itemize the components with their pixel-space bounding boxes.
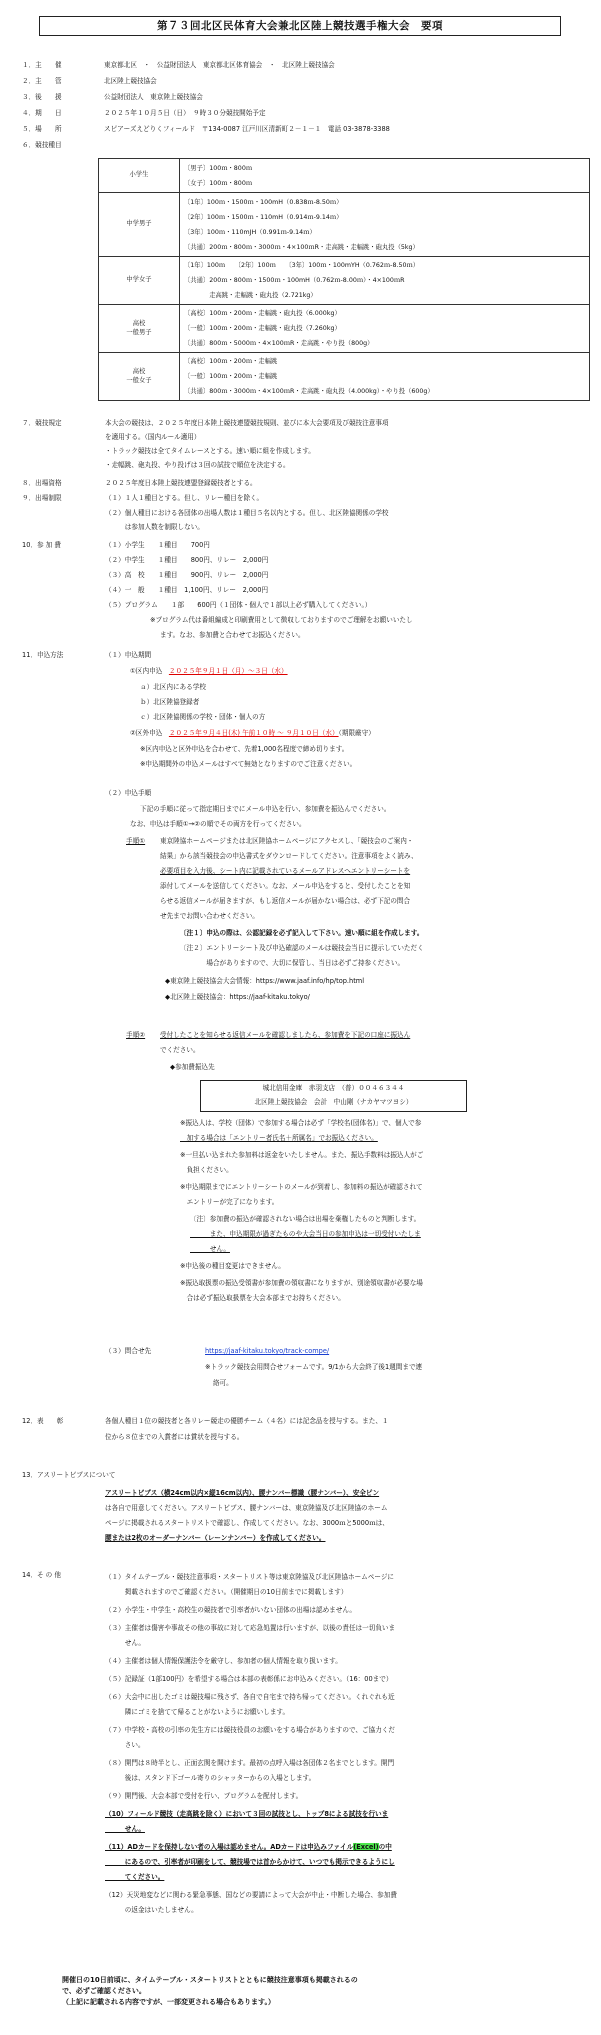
event-line: 〔共通〕200ｍ・800ｍ・3000ｍ・4×100ｍR・走高跳・走幅跳・砲丸投（5kg）: [184, 243, 419, 251]
step1-line: せ先までお問い合わせください。: [160, 912, 259, 920]
event-row-jh-girls: [99, 257, 590, 305]
fee-line: （１）小学生 １種目 700円: [105, 541, 210, 549]
award-label: 12．表 彰: [22, 1417, 64, 1425]
event-category: 小学生: [99, 159, 180, 193]
step1-note: 〔注１〕申込の際は、公認記録を必ず記入して下さい。速い順に組を作成します。: [180, 929, 424, 937]
bib-label: 13．アスリートビブスについて: [22, 1471, 116, 1479]
event-line: 〔共通〕800ｍ・5000ｍ・4×100ｍR・走高跳・やり投（800g）: [184, 340, 374, 347]
other-item: [105, 1654, 595, 1669]
bib-line: 腰または2枚のオーダーナンバー（レーンナンバー）を作成してください。: [105, 1534, 326, 1542]
limit-line: （２）個人種目における各団体の出場人数は１種目５名以内とする。但し、北区陸協関係の学校: [105, 509, 389, 517]
other-item-line: （２）小学生・中学生・高校生の競技者で引率者がいない団体の出場は認めません。: [105, 1606, 356, 1614]
contact-note: ※トラック競技会用問合せフォームです。9/1から大会終了後1週間まで連: [205, 1363, 423, 1371]
event-row-elementary: [99, 159, 590, 193]
eligibility-label: ８．出場資格: [22, 479, 62, 487]
other-item: [105, 1789, 595, 1804]
step2-note: ※一旦払い込まれた参加料は返金をいたしません。また、振込手数料は振込人がご: [180, 1151, 424, 1159]
step1-note: 場合がありますので、大切に保管し、当日は必ずご持参ください。: [180, 959, 405, 967]
events-table: [98, 158, 590, 401]
apply-period-heading: （１）申込期間: [105, 651, 152, 659]
district-item: ｂ）北区陸協登録者: [140, 698, 200, 706]
step2-note: ※振込人は、学校（団体）で参加する場合は必ず「学校名(団体名)」で、個人で参: [180, 1119, 422, 1127]
page-title: 第７３回北区民体育大会兼北区陸上競技選手権大会 要項: [39, 16, 561, 36]
other-item-line: にあるので、引率者が印刷をして、競技場では首からかけて、いつでも掲示できるようにし: [105, 1858, 395, 1866]
event-row-hs-men: [99, 305, 590, 353]
step1-line: らせる返信メールが届きますが、もし返信メールが届かない場合は、必ず下記の問合: [160, 897, 411, 905]
other-item-line: （７）中学校・高校の引率の先生方には競技役員のお願いをする場合がありますので、ご協力くだ: [105, 1726, 395, 1734]
other-item-line: （12）天災地変などに関わる緊急事態、国などの要請によって大会が中止・中断した場合、参加費: [105, 1891, 397, 1899]
event-line: 〔1年〕100ｍ・1500ｍ・100mH（0.838ｍ-8.50ｍ）: [184, 198, 343, 206]
district-date: ２０２５年９月１日（月）～３日（水）: [168, 667, 288, 675]
step2-line: 受付したことを知らせる返信メールを確認しましたら、参加費を下記の口座に振込ん: [160, 1031, 411, 1039]
procedure-intro: なお、申込は手順①→②の順でその両方を行ってください。: [130, 820, 306, 828]
other-item-line: さい。: [105, 1741, 145, 1749]
contact-heading: （３）問合せ先: [105, 1347, 152, 1355]
other-item-line: （６）大会中に出したゴミは競技場に残さず、各自で自宅まで持ち帰ってください。くれぐれも近: [105, 1693, 395, 1701]
event-line: 走高跳・走幅跳・砲丸投（2.721kg）: [184, 292, 317, 299]
event-line: 〔一般〕100ｍ・200ｍ・走幅跳・砲丸投（7.260kg）: [184, 325, 341, 332]
other-item-line: （４）主催者は個人情報保護法令を厳守し、参加者の個人情報を取り扱います。: [105, 1657, 342, 1665]
step1-line: 結果」から該当競技会の申込書式をダウンロードしてください。注意事項をよく読み、: [160, 852, 418, 860]
event-row-hs-women: [99, 353, 590, 401]
eligibility-text: ２０２５年度日本陸上競技連盟登録競技者とする。: [105, 479, 257, 487]
bank-line: 北区陸上競技協会 会計 中山剛（ナカヤマツヨシ）: [254, 1098, 413, 1106]
other-item: [105, 1570, 595, 1600]
info-row-venue: ５．場 所 スピアーズえどりくフィールド 〒134-0087 江戸川区清新町２－１－１ 電話 03-3878-3388: [22, 125, 390, 133]
other-item: [105, 1840, 595, 1885]
event-category: 高校 一般男子: [99, 305, 180, 353]
other-item: [105, 1756, 595, 1786]
rules-line: ・トラック競技は全てタイムレースとする。速い順に組を作成します。: [105, 447, 315, 455]
step2-note: 加する場合は「エントリー者氏名＋所属名」でお振込ください。: [180, 1134, 378, 1142]
other-item-line: （１）タイムテーブル・競技注意事項・スタートリスト等は東京陸協及び北区陸協ホームページに: [105, 1573, 395, 1581]
contact-note: 絡可。: [213, 1379, 233, 1387]
bib-line: アスリートビブス（横24cm以内×縦16cm以内）、腰ナンバー標識（腰ナンバー）、安全ピン: [105, 1489, 380, 1497]
other-item-line: （８）開門は８時半とし、正面玄関を開けます。最初の点呼入場は各団体２名までとします。開門: [105, 1759, 395, 1767]
other-item-line: せん。: [105, 1825, 145, 1833]
info-row-date: ４．期 日 ２０２５年１０月５日（日） ９時３０分競技開始予定: [22, 109, 266, 117]
other-item-line: てください。: [105, 1873, 165, 1881]
step2-note: 〔注〕参加費の振込が確認されない場合は出場を棄権したものと判断します。: [190, 1215, 421, 1223]
other-item: [105, 1603, 595, 1618]
footer-note: 開催日の10日前頃に、タイムテーブル・スタートリストとともに競技注意事項も掲載されるの で、必ずご確認ください。 （上記に記載される内容ですが、一部変更される場合もあります。）: [62, 1976, 358, 2007]
award-line: 各個人種目１位の競技者と各リレー競走の優勝チーム（４名）には記念品を授与する。また、１: [105, 1417, 389, 1425]
other-item: [105, 1690, 595, 1720]
step2-note: 合は必ず振込取扱票を大会本部までお持ちください。: [180, 1294, 345, 1302]
fee-line: （２）中学生 １種目 800円、リレー 2,000円: [105, 556, 269, 564]
other-item-line: 後は、スタンド下ゴール寄りのシャッターからの入場とします。: [105, 1774, 316, 1782]
fee-line: （５）プログラム １部 600円（１団体・個人で１部以上必ず購入してください。）: [105, 601, 372, 609]
info-row-manager: ２．主 管 北区陸上競技協会: [22, 77, 157, 85]
other-item-line: 掲載されますのでご確認ください。（開催期日の10日前までに掲載します）: [105, 1588, 348, 1596]
step2-note: せん。: [190, 1245, 230, 1253]
event-line: 〔高校〕100ｍ・200ｍ・走幅跳: [184, 358, 278, 365]
other-item-line: （11）ADカードを保持しない者の入場は認めません。ADカードは申込みファイル(Excel)の中: [105, 1843, 392, 1851]
event-line: 〔3年〕100ｍ・110mJH（0.991ｍ-9.14ｍ）: [184, 228, 316, 236]
event-line: 〔共通〕200ｍ・800ｍ・1500ｍ・100mH（0.762ｍ-8.00ｍ）・4×100ｍR: [184, 277, 405, 284]
rules-line: を適用する。（国内ルール適用）: [105, 433, 201, 441]
event-category: 中学女子: [99, 257, 180, 305]
other-item-line: （10）フィールド競技（走高跳を除く）において３回の試技とし、トップ8による試技を行いま: [105, 1810, 389, 1818]
info-row-events: ６．競技種目: [22, 141, 62, 149]
other-item: [105, 1672, 595, 1687]
other-items: [105, 1570, 595, 1921]
fee-line: （４）一 般 １種目 1,100円、リレー 2,000円: [105, 586, 269, 594]
apply-label: 11．申込方法: [22, 651, 64, 659]
step1-line: 必要項目を入力後、シート内に記載されているメールアドレスへエントリーシートを: [160, 867, 411, 875]
other-item-line: （９）開門後、大会本部で受付を行い、プログラムを配付します。: [105, 1792, 303, 1800]
limit-line: （１）１人１種目とする。但し、リレー種目を除く。: [105, 494, 264, 502]
step2-note: 負担ください。: [180, 1166, 233, 1174]
bib-line: ページに掲載されるスタートリストで確認し、作成してください。なお、3000ｍと5000ｍは、: [105, 1519, 389, 1527]
fee-line: （３）高 校 １種目 900円、リレー 2,000円: [105, 571, 269, 579]
event-line: 〔2年〕100ｍ・1500ｍ・110mH（0.914ｍ-9.14ｍ）: [184, 213, 343, 221]
limit-label: ９．出場制限: [22, 494, 62, 502]
rules-line: 本大会の競技は、２０２５年度日本陸上競技連盟競技規則、並びに本大会要項及び競技注意事項: [105, 419, 389, 427]
limit-line: は参加人数を制限しない。: [105, 523, 204, 531]
outside-note: ※申込期間外の申込メールはすべて無効となりますのでご注意ください。: [140, 760, 357, 768]
excel-highlight: (Excel): [353, 1843, 379, 1851]
event-line: 〔高校〕100ｍ・200ｍ・走幅跳・砲丸投（6.000kg）: [184, 310, 341, 317]
step1-label: 手順①: [126, 837, 146, 845]
other-item-line: （５）記録証（1部100円）を希望する場合は本部の表彰係にお申込みください。（16：00まで）: [105, 1675, 393, 1683]
bank-box: [200, 1080, 467, 1112]
district-item: ｃ）北区陸協関係の学校・団体・個人の方: [140, 713, 266, 721]
other-item-line: の返金はいたしません。: [105, 1906, 198, 1914]
bank-title: ◆参加費振込先: [170, 1063, 215, 1071]
link-tokyo[interactable]: ◆東京陸上競技協会大会情報：https://www.jaaf.info/hp/top.html: [165, 977, 365, 985]
event-category: 中学男子: [99, 193, 180, 257]
bank-line: 城北信用金庫 赤羽支店 （普）００４６３４４: [262, 1084, 405, 1092]
award-line: 位から８位までの入賞者には賞状を授与する。: [105, 1433, 244, 1441]
event-category: 高校 一般女子: [99, 353, 180, 401]
district-item: ａ）北区内にある学校: [140, 683, 206, 691]
step2-note: また、申込期限が過ぎたものや大会当日の参加申込は一切受付いたしま: [190, 1230, 421, 1238]
event-row-jh-boys: [99, 193, 590, 257]
step1-line: 添付してメールを送信してください。なお、メール申込をすると、受付したことを知: [160, 882, 411, 890]
bib-line: は各自で用意してください。アスリートビブス、腰ナンバーは、東京陸協及び北区陸協のホーム: [105, 1504, 388, 1512]
link-kitaku[interactable]: ◆北区陸上競技協会：https://jaaf-kitaku.tokyo/: [165, 993, 310, 1001]
event-line: 〔1年〕100ｍ 〔2年〕100ｍ 〔3年〕100ｍ・100mYH（0.762ｍ-8.50ｍ）: [184, 262, 420, 269]
other-item-line: せん。: [105, 1639, 145, 1647]
contact-link[interactable]: https://jaaf-kitaku.tokyo/track-compe/: [205, 1347, 330, 1355]
step2-note: ※振込取扱票の振込受領書が参加費の領収書になりますが、別途領収書が必要な場: [180, 1279, 423, 1287]
info-row-sponsor: ３．後 援 公益財団法人 東京陸上競技協会: [22, 93, 203, 101]
step2-label: 手順②: [126, 1031, 146, 1039]
other-item: [105, 1888, 595, 1918]
procedure-intro: 下記の手順に従って指定期日までにメール申込を行い、参加費を振込んでください。: [140, 805, 391, 813]
event-line: 〔共通〕800ｍ・3000ｍ・4×100ｍR・走高跳・砲丸投（4.000kg）・やり投（600g）: [184, 388, 434, 395]
fee-note: ます。なお、参加費と合わせてお振込ください。: [160, 631, 305, 639]
step2-note: ※申込期限までにエントリーシートのメールが到着し、参加料の振込が確認されて: [180, 1183, 423, 1191]
rules-label: ７．競技規定: [22, 419, 62, 427]
event-line: 〔男子〕100ｍ・800ｍ: [184, 164, 253, 172]
outside-date: ２０２５年９月４日(木) 午前１０時 ～ ９月１０日（水）: [168, 729, 339, 737]
step1-note: 〔注２〕エントリーシート及び申込確認のメールは競技会当日に提示していただく: [180, 944, 424, 952]
event-line: 〔女子〕100ｍ・800ｍ: [184, 179, 253, 187]
fee-note: ※プログラム代は番組編成と印刷費用として徴収しておりますのでご理解をお願いいたし: [150, 616, 413, 624]
step1-line: 東京陸協ホームページまたは北区陸協ホームページにアクセスし、「競技会のご案内・: [160, 837, 414, 845]
procedure-heading: （２）申込手順: [105, 789, 152, 797]
other-item-line: （３）主催者は傷害や事故その他の事故に対して応急処置は行いますが、以後の責任は一切負いま: [105, 1624, 396, 1632]
step2-line: でください。: [160, 1046, 200, 1054]
other-item: [105, 1723, 595, 1753]
step2-note: エントリーが完了になります。: [180, 1198, 279, 1206]
other-item-line: 隣にゴミを捨てて帰ることがないようにお願いします。: [105, 1708, 290, 1716]
outside-note: ※区内申込と区外申込を合わせて、先着1,000名程度で締め切ります。: [140, 745, 349, 753]
outside-apply: ②区外申込 ２０２５年９月４日(木) 午前１０時 ～ ９月１０日（水）（期限厳守）: [130, 729, 375, 737]
other-label: 14．そ の 他: [22, 1571, 61, 1579]
other-item: [105, 1621, 595, 1651]
fee-label: 10．参 加 費: [22, 541, 61, 549]
district-apply: ①区内申込 ２０２５年９月１日（月）～３日（水）: [130, 667, 288, 675]
step2-note: ※申込後の種目変更はできません。: [180, 1262, 285, 1270]
rules-line: ・走幅跳、砲丸投、やり投げは３回の試技で順位を決定する。: [105, 461, 290, 469]
event-line: 〔一般〕100ｍ・200ｍ・走幅跳: [184, 373, 278, 380]
other-item: [105, 1807, 595, 1837]
info-row-organizer: １．主 催 東京都北区 ・ 公益財団法人 東京都北区体育協会 ・ 北区陸上競技協会: [22, 61, 335, 69]
